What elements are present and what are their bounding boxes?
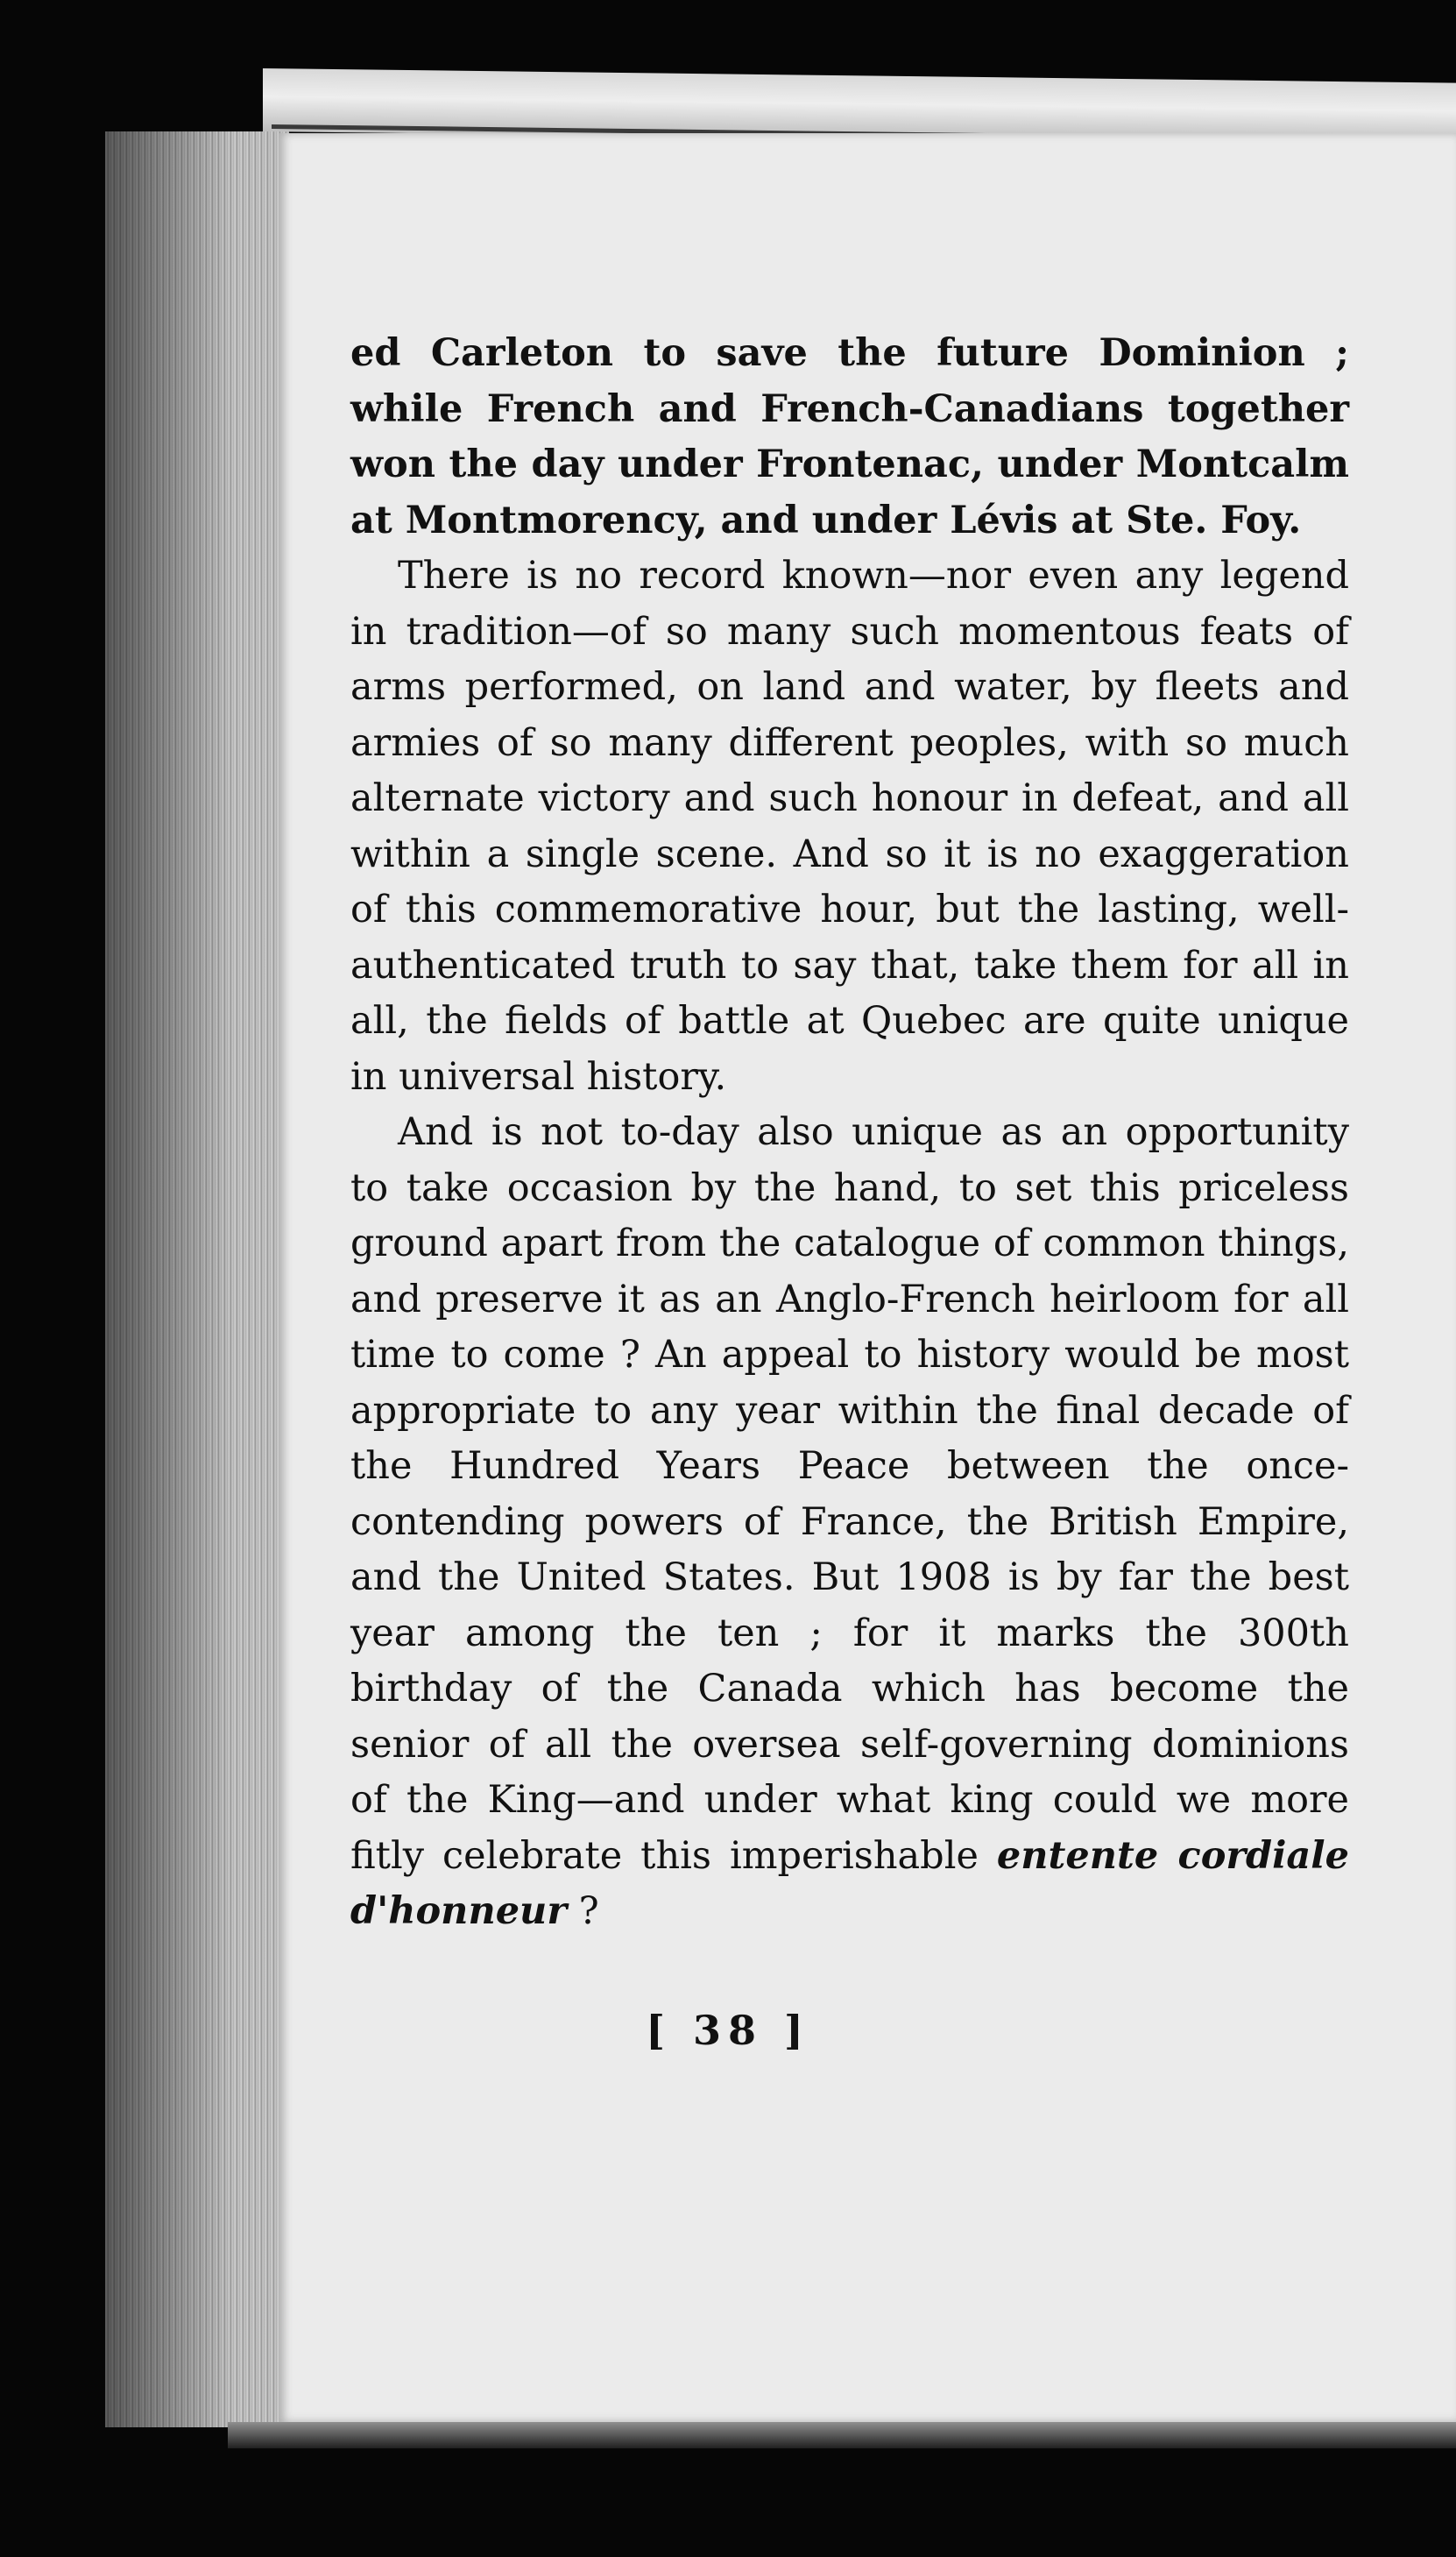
italic-phrase: entente cordiale d'honneur	[350, 1833, 1349, 1933]
paragraph-1: ed Carleton to save the future Dominion ; while French and French-Canadians together won the day under Frontenac, under Montcalm at Montmorency, and under Lévis at Ste. Foy.	[350, 331, 1349, 542]
paragraph-3-end: ?	[566, 1889, 599, 1933]
page-body-text	[350, 326, 1349, 1940]
page-bottom-shadow	[228, 2422, 1456, 2448]
paragraph-2: There is no record known—nor even any legend in tradition—of so many such momentous feats of arms performed, on land and water, by fleets and armies of so many different peoples, with so much alternate victory and such honour in defeat, and all within a single scene. And so it is no exaggeration of this commemorative hour, but the lasting, well-authenticated truth to say that, take them for all in all, the fields of battle at Quebec are quite unique in universal history.	[350, 554, 1349, 1099]
page-number: [ 38 ]	[646, 2007, 810, 2054]
page-edges-shadow	[105, 131, 289, 2427]
paragraph-3	[350, 1105, 1349, 1940]
paragraph-3-text: And is not to-day also unique as an opportunity to take occasion by the hand, to set this priceless ground apart from the catalogue of common things, and preserve it as an Anglo-French heirloom for all time to come ? An appeal to history would be most appropriate to any year within the final decade of the Hundred Years Peace between the once-contending powers of France, the British Empire, and the United States. But 1908 is by far the best year among the ten ; for it marks the 300th birthday of the Canada which has become the senior of all the oversea self-governing dominions of the King—and under what king could we more fitly celebrate this imperishable	[350, 1110, 1349, 1878]
